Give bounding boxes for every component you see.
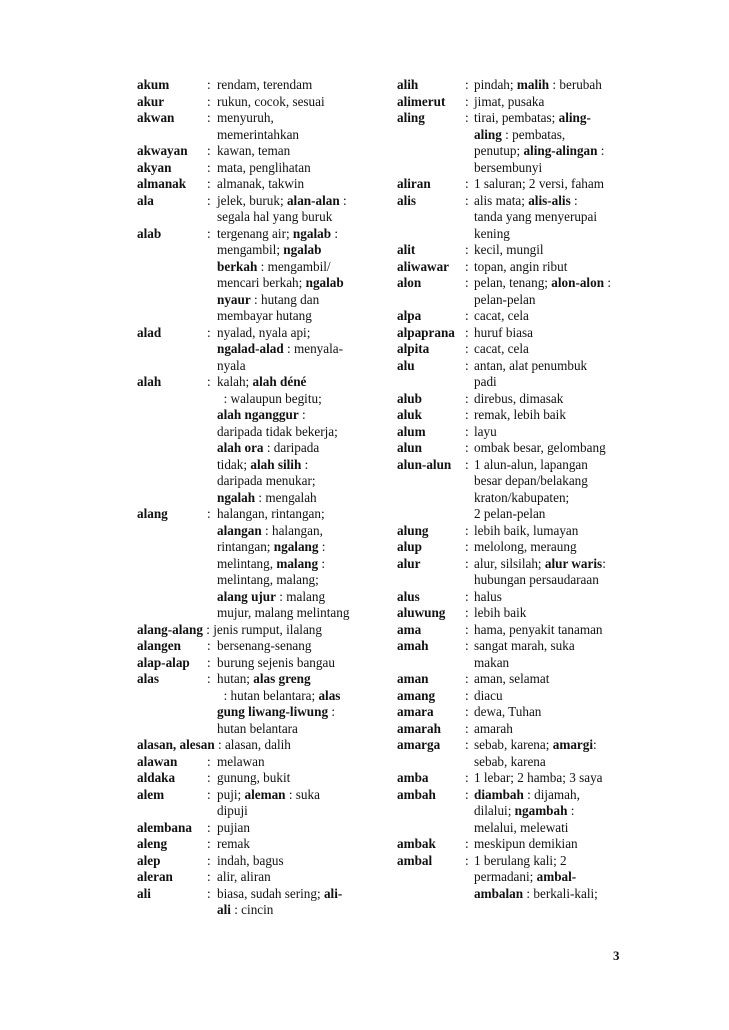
entry	[137, 110, 367, 143]
definition: biasa, sudah sering; ali- ali : cincin	[217, 885, 343, 917]
entry	[397, 556, 637, 589]
definition: mata, penglihatan	[217, 159, 311, 175]
headword: alum	[397, 423, 426, 439]
definition: kalah; alah déné : walaupun begitu; alah nganggur : daripada tidak bekerja; alah ora : daripada tidak; alah silih : daripada menukar; ngalah : mengalah	[217, 374, 338, 505]
definition: kecil, mungil	[474, 242, 544, 257]
separator: :	[465, 110, 469, 125]
entry	[137, 176, 367, 193]
definition: diacu	[474, 687, 503, 703]
separator: :	[465, 258, 469, 274]
definition: alur, silsilah; alur waris: hubungan persaudaraan	[474, 555, 606, 587]
definition: tergenang air; ngalab : mengambil; ngalab berkah : mengambil/ mencari berkah; ngalab nyaur : hutang dan membayar hutang	[217, 225, 344, 323]
right-column	[397, 77, 637, 902]
headword: alasan, alesan	[137, 737, 215, 752]
entry	[397, 77, 637, 94]
definition: pindah; malih : berubah	[474, 77, 602, 92]
headword: alas	[137, 671, 159, 686]
definition: hutan; alas greng : hutan belantara; alas gung liwang-liwung : hutan belantara	[217, 671, 341, 736]
separator: :	[465, 275, 469, 290]
headword: alit	[397, 242, 416, 257]
separator: :	[465, 308, 469, 323]
separator: :	[207, 869, 211, 884]
headword: aliwawar	[397, 258, 450, 274]
separator: :	[207, 836, 211, 851]
separator: :	[207, 110, 211, 125]
separator: :	[465, 555, 469, 571]
definition: jelek, buruk; alan-alan : segala hal yang buruk	[217, 192, 347, 224]
headword: akwayan	[137, 143, 188, 158]
entry	[397, 638, 637, 671]
separator: :	[217, 737, 222, 752]
separator: :	[465, 588, 469, 604]
separator: :	[465, 836, 469, 851]
headword: alon	[397, 275, 422, 290]
separator: :	[207, 374, 211, 389]
separator: :	[465, 720, 469, 736]
separator: :	[465, 621, 469, 637]
separator: :	[465, 93, 469, 109]
separator: :	[465, 242, 469, 257]
headword: alun	[397, 440, 422, 455]
headword: alang	[137, 506, 168, 521]
entry	[397, 688, 637, 705]
separator: :	[207, 819, 211, 835]
definition: huruf biasa	[474, 324, 533, 340]
headword: aluwung	[397, 605, 446, 620]
separator: :	[465, 704, 469, 719]
separator: :	[207, 225, 211, 241]
separator: :	[207, 93, 211, 109]
separator: :	[465, 440, 469, 455]
headword: alah	[137, 374, 162, 389]
entry	[397, 407, 637, 424]
headword: aling	[397, 110, 425, 125]
headword: alangen	[137, 638, 181, 653]
definition: diambah : dijamah, dilalui; ngambah : melalui, melewati	[474, 786, 580, 835]
definition: topan, angin ribut	[474, 258, 568, 274]
definition: 1 alun-alun, lapangan besar depan/belakang kraton/kabupaten; 2 pelan-pelan	[474, 456, 588, 521]
entry	[397, 176, 637, 193]
entry	[137, 671, 367, 737]
separator: :	[207, 143, 211, 158]
definition: bersenang-senang	[217, 638, 312, 653]
separator: :	[465, 390, 469, 406]
separator: :	[206, 621, 210, 637]
separator: :	[207, 638, 211, 653]
entry	[137, 94, 367, 111]
definition: lebih baik, lumayan	[474, 522, 579, 538]
definition: gunung, bukit	[217, 770, 291, 785]
definition: cacat, cela	[474, 308, 529, 323]
entry	[137, 77, 367, 94]
separator: :	[465, 341, 469, 356]
headword: alih	[397, 77, 419, 92]
separator: :	[465, 687, 469, 703]
headword: alu	[397, 357, 415, 373]
entry	[397, 275, 637, 308]
headword: amara	[397, 704, 434, 719]
entry	[397, 308, 637, 325]
separator: :	[465, 638, 469, 653]
separator: :	[207, 786, 211, 802]
headword: alus	[397, 588, 420, 604]
headword: aman	[397, 671, 429, 686]
definition: 1 berulang kali; 2 permadani; ambal- ambalan : berkali-kali;	[474, 852, 598, 901]
entry	[137, 754, 367, 771]
definition: burung sejenis bangau	[217, 654, 335, 670]
separator: :	[465, 852, 469, 868]
entry	[137, 836, 367, 853]
entry	[397, 853, 637, 903]
separator: :	[465, 324, 469, 340]
headword: amah	[397, 638, 429, 653]
entry	[397, 325, 637, 342]
definition: hama, penyakit tanaman	[474, 621, 603, 637]
headword: aleng	[137, 836, 168, 851]
headword: ambal	[397, 852, 433, 868]
definition: direbus, dimasak	[474, 390, 564, 406]
definition: aman, selamat	[474, 671, 550, 686]
entry	[397, 622, 637, 639]
headword: amarah	[397, 720, 441, 736]
headword: akwan	[137, 110, 175, 125]
headword: ama	[397, 621, 422, 637]
separator: :	[465, 423, 469, 439]
entry	[397, 110, 637, 176]
headword: ala	[137, 192, 154, 208]
definition: puji; aleman : suka dipuji	[217, 786, 320, 818]
headword: amang	[397, 687, 436, 703]
separator: :	[465, 176, 469, 191]
entry	[137, 787, 367, 820]
entry	[397, 589, 637, 606]
headword: akur	[137, 93, 165, 109]
entry	[137, 193, 367, 226]
entry	[397, 787, 637, 837]
separator: :	[207, 324, 211, 340]
headword: ambah	[397, 786, 436, 802]
headword: alem	[137, 786, 165, 802]
separator: :	[207, 885, 211, 901]
headword: aleran	[137, 869, 173, 884]
entry	[397, 539, 637, 556]
definition: indah, bagus	[217, 852, 284, 868]
headword: alembana	[137, 819, 192, 835]
entry	[397, 259, 637, 276]
separator: :	[465, 671, 469, 686]
definition: tirai, pembatas; aling- aling : pembatas, penutup; aling-alingan : bersembunyi	[474, 110, 605, 175]
entry	[397, 391, 637, 408]
definition: remak	[217, 836, 250, 851]
headword: alpita	[397, 341, 430, 356]
entry	[137, 226, 367, 325]
definition: rukun, cocok, sesuai	[217, 93, 325, 109]
definition: melolong, meraung	[474, 539, 577, 554]
headword: alpa	[397, 308, 422, 323]
entry	[397, 193, 637, 243]
separator: :	[207, 77, 211, 92]
headword: amba	[397, 770, 429, 785]
headword: aldaka	[137, 770, 176, 785]
separator: :	[465, 786, 469, 802]
separator: :	[465, 522, 469, 538]
entry	[397, 523, 637, 540]
entry	[397, 836, 637, 853]
definition: alis mata; alis-alis : tanda yang menyerupai kening	[474, 192, 598, 241]
headword: alup	[397, 539, 422, 554]
headword: akum	[137, 77, 170, 92]
entry	[397, 94, 637, 111]
definition: halus	[474, 588, 502, 604]
entry	[137, 820, 367, 837]
definition: cacat, cela	[474, 341, 529, 356]
separator: :	[465, 737, 469, 752]
definition: lebih baik	[474, 605, 527, 620]
headword: ali	[137, 885, 151, 901]
entry	[397, 424, 637, 441]
separator: :	[207, 654, 211, 670]
definition: ombak besar, gelombang	[474, 440, 606, 455]
headword: alpaprana	[397, 324, 455, 340]
separator: :	[207, 159, 211, 175]
definition: sebab, karena; amargi: sebab, karena	[474, 737, 597, 769]
definition: dewa, Tuhan	[474, 704, 542, 719]
headword: alad	[137, 324, 162, 340]
headword: alang-alang	[137, 621, 203, 637]
separator: :	[207, 852, 211, 868]
definition: jenis rumput, ilalang	[213, 621, 322, 637]
definition: remak, lebih baik	[474, 407, 566, 422]
definition: 1 saluran; 2 versi, faham	[474, 176, 605, 191]
entry	[137, 869, 367, 886]
definition: alasan, dalih	[224, 737, 291, 752]
entry	[397, 242, 637, 259]
headword: alis	[397, 192, 417, 208]
entry	[397, 704, 637, 721]
separator: :	[465, 192, 469, 208]
entry	[137, 853, 367, 870]
entry	[137, 160, 367, 177]
entry	[397, 737, 637, 770]
entry	[137, 886, 367, 919]
headword: akyan	[137, 159, 172, 175]
definition: almanak, takwin	[217, 176, 305, 191]
definition: meskipun demikian	[474, 836, 578, 851]
separator: :	[465, 357, 469, 373]
separator: :	[207, 192, 211, 208]
entry	[137, 506, 367, 622]
separator: :	[465, 456, 469, 472]
entry	[137, 737, 367, 754]
entry	[397, 605, 637, 622]
definition: rendam, terendam	[217, 77, 313, 92]
separator: :	[465, 605, 469, 620]
headword: alur	[397, 555, 421, 571]
entry	[397, 721, 637, 738]
entry	[137, 770, 367, 787]
separator: :	[207, 671, 211, 686]
headword: alun-alun	[397, 456, 452, 472]
definition: halangan, rintangan; alangan : halangan, rintangan; ngalang : melintang, malang : melintang, malang; alang ujur : malang mujur, malang melintang	[217, 506, 350, 620]
separator: :	[207, 506, 211, 521]
entry	[137, 143, 367, 160]
separator: :	[465, 77, 469, 92]
page-number: 3	[613, 948, 620, 963]
headword: aliran	[397, 176, 431, 191]
definition: antan, alat penumbuk padi	[474, 357, 588, 389]
definition: kawan, teman	[217, 143, 291, 158]
entry	[137, 655, 367, 672]
headword: alep	[137, 852, 161, 868]
entry	[137, 374, 367, 506]
headword: alimerut	[397, 93, 446, 109]
separator: :	[465, 539, 469, 554]
headword: amarga	[397, 737, 441, 752]
entry	[397, 457, 637, 523]
headword: alub	[397, 390, 422, 406]
separator: :	[465, 770, 469, 785]
entry	[397, 341, 637, 358]
entry	[397, 770, 637, 787]
headword: almanak	[137, 176, 187, 191]
headword: alap-alap	[137, 654, 190, 670]
separator: :	[465, 407, 469, 422]
separator: :	[207, 176, 211, 191]
definition: layu	[474, 423, 497, 439]
entry	[137, 638, 367, 655]
entry	[137, 622, 367, 639]
headword: alawan	[137, 753, 178, 769]
headword: alung	[397, 522, 429, 538]
separator: :	[207, 770, 211, 785]
headword: aluk	[397, 407, 422, 422]
definition: melawan	[217, 753, 265, 769]
definition: sangat marah, suka makan	[474, 638, 575, 670]
headword: alab	[137, 225, 162, 241]
entry	[397, 440, 637, 457]
definition: pelan, tenang; alon-alon : pelan-pelan	[474, 275, 611, 307]
definition: nyalad, nyala api; ngalad-alad : menyala- nyala	[217, 324, 344, 373]
definition: menyuruh, memerintahkan	[217, 110, 300, 142]
entry	[397, 358, 637, 391]
separator: :	[207, 753, 211, 769]
definition: 1 lebar; 2 hamba; 3 saya	[474, 770, 603, 785]
definition: amarah	[474, 720, 513, 736]
headword: ambak	[397, 836, 436, 851]
entry	[137, 325, 367, 375]
left-column	[137, 77, 367, 919]
definition: alir, aliran	[217, 869, 271, 884]
definition: jimat, pusaka	[474, 93, 545, 109]
entry	[397, 671, 637, 688]
definition: pujian	[217, 819, 250, 835]
